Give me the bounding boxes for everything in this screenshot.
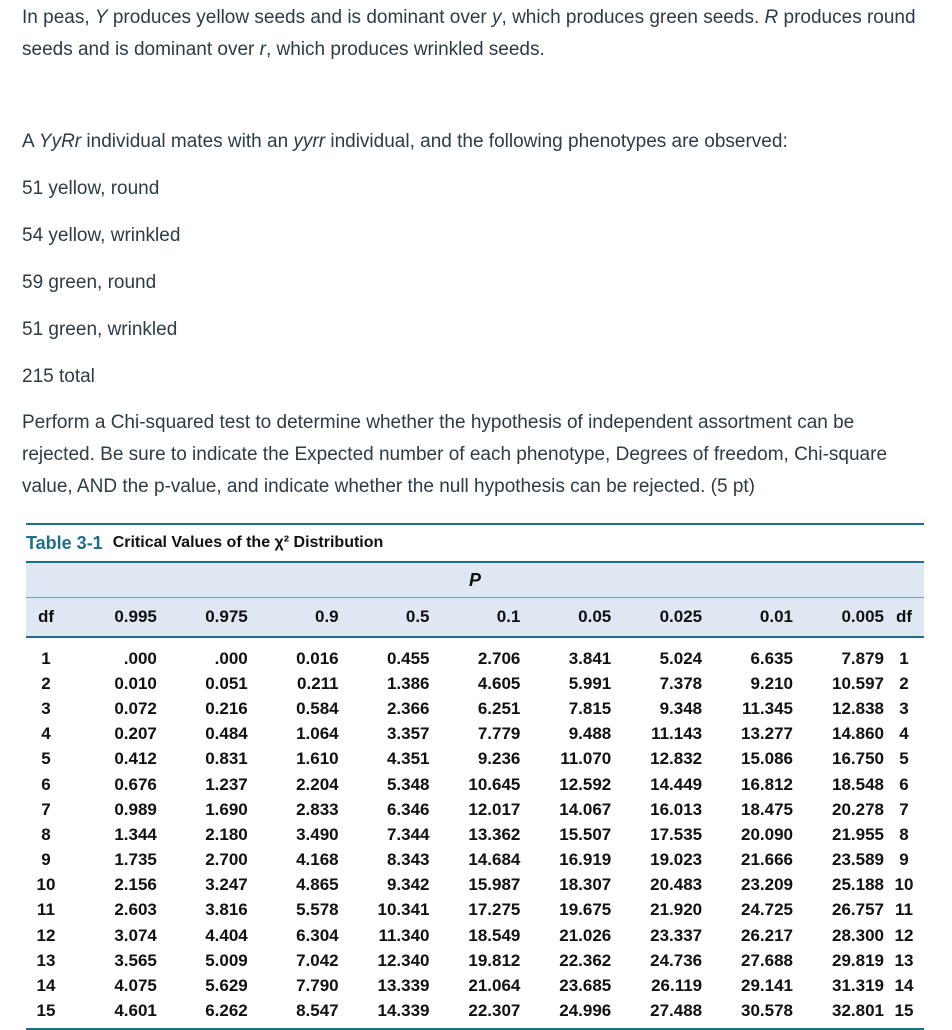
- critical-value-cell: 6.346: [386, 799, 430, 819]
- column-header-p-0.01: 0.01: [759, 607, 793, 626]
- question-intro: [22, 2, 922, 66]
- critical-value-cell: 4.601: [114, 1001, 157, 1021]
- critical-value-cell: 0.010: [114, 673, 157, 693]
- df-cell: 14: [36, 976, 56, 996]
- critical-value-cell: 5.578: [296, 900, 339, 920]
- critical-value-cell: 0.016: [296, 648, 339, 668]
- critical-value-cell: 0.484: [205, 724, 248, 744]
- critical-value-cell: 8.343: [386, 850, 430, 870]
- critical-value-cell: 0.412: [114, 749, 157, 769]
- critical-value-cell: 24.736: [650, 950, 703, 970]
- critical-value-cell: 4.404: [205, 925, 248, 945]
- critical-value-cell: 11.340: [378, 925, 430, 945]
- data-table: [26, 638, 924, 1024]
- critical-value-cell: 6.251: [477, 698, 521, 718]
- critical-value-cell: 14.339: [377, 1001, 430, 1021]
- critical-value-cell: 20.090: [741, 824, 793, 844]
- df-cell: 10: [36, 875, 56, 895]
- table-row: [26, 873, 924, 898]
- critical-value-cell: 21.920: [650, 900, 703, 920]
- critical-value-cell: 19.023: [650, 850, 703, 870]
- critical-value-cell: 11.143: [651, 724, 703, 744]
- column-header-p-0.9: 0.9: [314, 607, 339, 626]
- table-header-band: [26, 561, 924, 636]
- critical-value-cell: 0.831: [205, 749, 248, 769]
- critical-value-cell: 7.879: [841, 648, 884, 668]
- table-row: [26, 973, 924, 998]
- critical-value-cell: 12.592: [559, 774, 612, 794]
- critical-value-cell: 14.067: [559, 799, 612, 819]
- genotype-symbol: Y: [94, 7, 108, 28]
- critical-value-cell: 21.064: [468, 976, 521, 996]
- df-cell: 3: [899, 698, 909, 718]
- df-cell: 3: [41, 698, 51, 718]
- critical-value-cell: 24.725: [741, 900, 793, 920]
- critical-value-cell: 2.700: [205, 850, 248, 870]
- critical-value-cell: 5.009: [205, 950, 248, 970]
- p-label: P: [468, 569, 481, 590]
- df-cell: 15: [36, 1001, 56, 1021]
- critical-value-cell: 5.348: [386, 774, 430, 794]
- critical-value-cell: 12.832: [650, 749, 703, 769]
- table-row: [26, 999, 924, 1024]
- critical-value-cell: 12.838: [832, 698, 884, 718]
- critical-value-cell: 23.685: [559, 976, 612, 996]
- critical-value-cell: 1.064: [296, 724, 339, 744]
- critical-value-cell: 11.070: [560, 749, 612, 769]
- critical-value-cell: 17.535: [650, 824, 703, 844]
- critical-value-cell: 23.337: [650, 925, 703, 945]
- text-segment: individual mates with an: [81, 131, 294, 152]
- df-cell: 14: [894, 976, 914, 996]
- critical-value-cell: 14.449: [650, 774, 703, 794]
- genotype-symbol: y: [492, 7, 502, 28]
- df-cell: 6: [899, 774, 909, 794]
- df-cell: 2: [899, 673, 909, 693]
- critical-value-cell: 0.584: [296, 698, 339, 718]
- genotype-symbol: yyrr: [293, 131, 326, 152]
- observation-green-round: 59 green, round: [22, 272, 157, 293]
- critical-value-cell: 21.026: [559, 925, 612, 945]
- df-cell: 2: [41, 673, 51, 693]
- critical-value-cell: 11.345: [741, 698, 793, 718]
- critical-value-cell: 7.790: [296, 976, 339, 996]
- critical-value-cell: 18.549: [468, 925, 521, 945]
- column-header-df: df: [895, 607, 913, 626]
- critical-value-cell: 1.386: [386, 673, 430, 693]
- critical-value-cell: 7.779: [477, 724, 521, 744]
- df-cell: 13: [894, 950, 914, 970]
- critical-value-cell: 0.072: [114, 698, 157, 718]
- critical-value-cell: 23.209: [741, 875, 793, 895]
- critical-value-cell: 8.547: [296, 1001, 339, 1021]
- critical-value-cell: 2.706: [477, 648, 521, 668]
- critical-value-cell: 27.488: [650, 1001, 703, 1021]
- critical-value-cell: 2.180: [205, 824, 248, 844]
- table-number: Table 3-1: [26, 532, 103, 553]
- critical-value-cell: 2.156: [114, 875, 157, 895]
- critical-value-cell: 12.017: [468, 799, 521, 819]
- df-cell: 6: [41, 774, 51, 794]
- df-cell: 8: [899, 824, 909, 844]
- critical-value-cell: 5.991: [568, 673, 612, 693]
- critical-value-cell: 31.319: [832, 976, 884, 996]
- critical-value-cell: 18.475: [741, 799, 793, 819]
- column-header-row: [26, 598, 924, 636]
- df-cell: 9: [41, 850, 51, 870]
- column-header-p-0.1: 0.1: [496, 607, 521, 626]
- critical-value-cell: 3.357: [386, 724, 430, 744]
- genotype-symbol: YyRr: [38, 131, 82, 152]
- critical-value-cell: 16.013: [650, 799, 703, 819]
- critical-value-cell: 1.344: [114, 824, 157, 844]
- critical-value-cell: .000: [123, 648, 157, 668]
- critical-value-cell: 6.635: [750, 648, 793, 668]
- column-header-p-0.5: 0.5: [405, 607, 430, 626]
- genotype-symbol: R: [764, 7, 779, 28]
- table-row: [26, 646, 924, 671]
- critical-value-cell: 1.237: [205, 774, 248, 794]
- df-cell: 12: [894, 925, 914, 945]
- text-segment: In peas,: [22, 7, 95, 28]
- df-cell: 1: [41, 648, 51, 668]
- critical-value-cell: 4.865: [296, 875, 339, 895]
- critical-value-cell: 9.342: [386, 875, 430, 895]
- text-segment: , which produces wrinkled seeds.: [265, 39, 545, 60]
- column-header-p-0.05: 0.05: [578, 607, 612, 626]
- df-cell: 1: [899, 648, 909, 668]
- critical-value-cell: 32.801: [832, 1001, 884, 1021]
- critical-value-cell: 0.216: [205, 698, 248, 718]
- critical-value-cell: 0.207: [114, 724, 157, 744]
- critical-value-cell: 3.490: [296, 824, 339, 844]
- critical-value-cell: 6.304: [296, 925, 339, 945]
- critical-value-cell: 7.344: [386, 824, 430, 844]
- critical-value-cell: 10.341: [377, 900, 430, 920]
- table-row: [26, 747, 924, 772]
- critical-value-cell: 0.989: [114, 799, 157, 819]
- table-title: Critical Values of the χ² Distribution: [112, 534, 384, 551]
- df-cell: 15: [894, 1001, 914, 1021]
- critical-value-cell: 3.841: [568, 648, 612, 668]
- df-cell: 4: [41, 724, 51, 744]
- critical-value-cell: 19.812: [468, 950, 521, 970]
- table-row: [26, 948, 924, 973]
- critical-value-cell: 4.168: [296, 850, 339, 870]
- critical-value-cell: 19.675: [559, 900, 612, 920]
- critical-value-cell: 7.378: [659, 673, 703, 693]
- critical-value-cell: 18.548: [832, 774, 884, 794]
- df-cell: 11: [37, 900, 55, 920]
- critical-value-cell: 1.690: [205, 799, 248, 819]
- critical-value-cell: 28.300: [832, 925, 884, 945]
- observation-green-wrinkled: 51 green, wrinkled: [22, 319, 178, 340]
- critical-value-cell: 20.483: [650, 875, 703, 895]
- critical-value-cell: 13.362: [468, 824, 521, 844]
- critical-value-cell: 10.645: [468, 774, 521, 794]
- critical-value-cell: 13.277: [741, 724, 793, 744]
- critical-value-cell: 4.075: [114, 976, 157, 996]
- critical-value-cell: 30.578: [741, 1001, 793, 1021]
- critical-value-cell: 0.051: [205, 673, 248, 693]
- table-row: [26, 848, 924, 873]
- task-instructions: Perform a Chi-squared test to determine whether the hypothesis of independent assortment can be rejected. Be sure to indicate the Expected number of each phenotype, Degrees of freedom, Chi-square value, AND the p-value, and indicate whether the null hypothesis can be rejected. (5 pt): [22, 412, 888, 497]
- critical-value-cell: 12.340: [377, 950, 430, 970]
- critical-value-cell: 3.247: [205, 875, 248, 895]
- critical-value-cell: 21.955: [832, 824, 884, 844]
- critical-value-cell: 1.735: [114, 850, 157, 870]
- critical-value-cell: 26.119: [651, 976, 703, 996]
- table-row: [26, 898, 924, 923]
- critical-value-cell: 22.362: [559, 950, 612, 970]
- critical-value-cell: 2.833: [296, 799, 339, 819]
- critical-value-cell: 9.348: [659, 698, 703, 718]
- critical-value-cell: 0.211: [297, 673, 339, 693]
- critical-value-cell: 14.860: [832, 724, 884, 744]
- critical-value-cell: 16.919: [559, 850, 612, 870]
- df-cell: 5: [41, 749, 51, 769]
- critical-value-cell: 0.455: [386, 648, 430, 668]
- critical-value-cell: .000: [214, 648, 248, 668]
- critical-value-cell: 25.188: [832, 875, 884, 895]
- critical-value-cell: 27.688: [741, 950, 793, 970]
- critical-value-cell: 3.074: [114, 925, 157, 945]
- text-segment: produces yellow seeds and is dominant over: [107, 7, 493, 28]
- critical-value-cell: 18.307: [559, 875, 612, 895]
- critical-value-cell: 1.610: [296, 749, 339, 769]
- critical-value-cell: 26.757: [832, 900, 884, 920]
- column-header-p-0.005: 0.005: [841, 607, 884, 626]
- table-row: [26, 772, 924, 797]
- critical-value-cell: 3.816: [205, 900, 248, 920]
- critical-value-cell: 14.684: [468, 850, 521, 870]
- critical-value-cell: 26.217: [741, 925, 793, 945]
- text-segment: individual, and the following phenotypes are observed:: [325, 131, 788, 152]
- df-cell: 11: [895, 900, 913, 920]
- critical-value-cell: 17.275: [468, 900, 521, 920]
- critical-value-cell: 2.366: [386, 698, 430, 718]
- table-row: [26, 671, 924, 696]
- observation-total: 215 total: [22, 366, 95, 387]
- critical-value-cell: 9.236: [477, 749, 521, 769]
- table-row: [26, 696, 924, 721]
- df-cell: 5: [899, 749, 909, 769]
- df-cell: 7: [41, 799, 51, 819]
- critical-value-cell: 23.589: [832, 850, 884, 870]
- critical-value-cell: 22.307: [468, 1001, 521, 1021]
- critical-value-cell: 15.086: [741, 749, 793, 769]
- df-cell: 12: [36, 925, 56, 945]
- df-cell: 4: [899, 724, 909, 744]
- critical-value-cell: 7.042: [296, 950, 339, 970]
- chi-square-table: [26, 523, 924, 1030]
- table-row: [26, 797, 924, 822]
- df-cell: 13: [36, 950, 56, 970]
- critical-value-cell: 7.815: [568, 698, 612, 718]
- critical-value-cell: 9.210: [750, 673, 793, 693]
- df-cell: 7: [899, 799, 909, 819]
- critical-value-cell: 24.996: [559, 1001, 612, 1021]
- text-segment: A: [22, 131, 39, 152]
- text-segment: produces round seeds and is dominant over: [22, 7, 916, 60]
- critical-value-cell: 9.488: [568, 724, 612, 744]
- cross-description: [22, 126, 922, 158]
- critical-value-cell: 0.676: [114, 774, 157, 794]
- critical-value-cell: 15.987: [468, 875, 521, 895]
- df-cell: 10: [894, 875, 914, 895]
- column-header-p-0.025: 0.025: [659, 607, 703, 626]
- header-table: [26, 598, 924, 636]
- critical-value-cell: 13.339: [377, 976, 430, 996]
- critical-value-cell: 6.262: [205, 1001, 248, 1021]
- column-header-p-0.975: 0.975: [205, 607, 248, 626]
- genotype-symbol: r: [259, 39, 266, 60]
- critical-value-cell: 2.204: [296, 774, 339, 794]
- column-header-p-0.995: 0.995: [114, 607, 157, 626]
- critical-value-cell: 3.565: [114, 950, 157, 970]
- critical-value-cell: 10.597: [832, 673, 884, 693]
- critical-value-cell: 4.605: [477, 673, 521, 693]
- observation-yellow-round: 51 yellow, round: [22, 178, 160, 199]
- critical-value-cell: 4.351: [386, 749, 430, 769]
- critical-value-cell: 21.666: [741, 850, 793, 870]
- critical-value-cell: 20.278: [832, 799, 884, 819]
- critical-value-cell: 16.750: [832, 749, 884, 769]
- critical-value-cell: 5.024: [659, 648, 703, 668]
- table-row: [26, 923, 924, 948]
- text-segment: , which produces green seeds.: [501, 7, 765, 28]
- critical-value-cell: 5.629: [205, 976, 248, 996]
- table-row: [26, 722, 924, 747]
- critical-value-cell: 15.507: [559, 824, 612, 844]
- p-label-row: [26, 563, 924, 597]
- table-caption: [26, 525, 924, 561]
- df-cell: 9: [899, 850, 909, 870]
- critical-value-cell: 2.603: [114, 900, 157, 920]
- critical-value-cell: 29.141: [741, 976, 793, 996]
- df-cell: 8: [41, 824, 51, 844]
- column-header-df: df: [37, 607, 55, 626]
- critical-value-cell: 16.812: [741, 774, 793, 794]
- critical-value-cell: 29.819: [832, 950, 884, 970]
- table-row: [26, 822, 924, 847]
- observation-yellow-wrinkled: 54 yellow, wrinkled: [22, 225, 181, 246]
